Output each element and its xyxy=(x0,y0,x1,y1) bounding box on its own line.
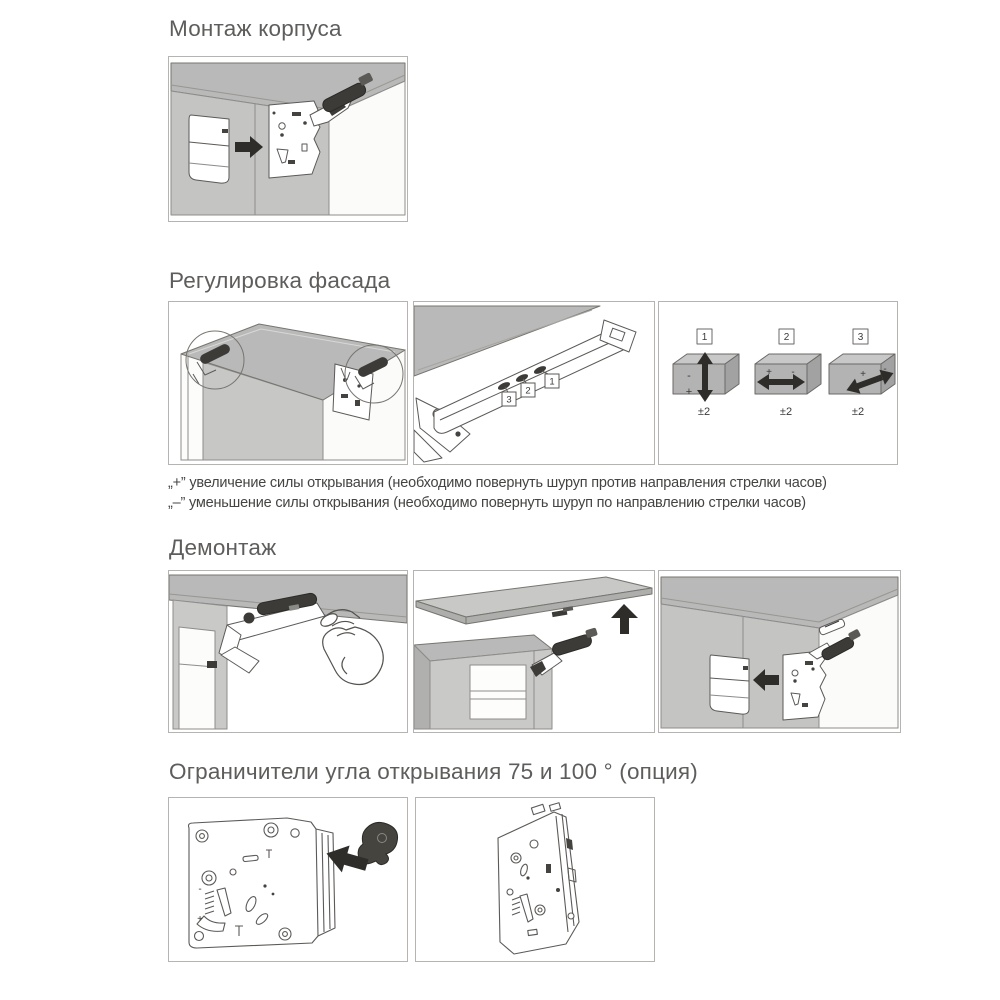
box2-tolerance: ±2 xyxy=(779,406,793,418)
limiter-install-diagram xyxy=(169,798,407,961)
section-title-mounting: Монтаж корпуса xyxy=(169,16,342,41)
dismantling-step3-diagram xyxy=(659,571,900,732)
box3-tolerance: ±2 xyxy=(851,406,865,418)
adjustment-notes xyxy=(168,473,948,513)
box3-plus: + xyxy=(860,369,866,380)
panel-limiter-install xyxy=(168,797,408,962)
note-minus: „–” уменьшение силы открывания (необходимо повернуть шуруп по направлению стрелки часов) xyxy=(168,495,806,511)
adjustment-box-1 xyxy=(673,329,739,418)
dismantling-step1-diagram xyxy=(169,571,407,732)
adjustment-callouts-diagram xyxy=(414,302,654,464)
hand xyxy=(319,610,384,685)
panel-dismantling-step3 xyxy=(658,570,901,733)
callout-3: 3 xyxy=(506,394,512,406)
box1-badge: 1 xyxy=(701,332,708,343)
cover-cap xyxy=(710,655,749,714)
dismantling-step2-diagram xyxy=(414,571,654,732)
box1-minus: - xyxy=(687,370,691,382)
box2-minus: - xyxy=(791,367,795,378)
box1-tolerance: ±2 xyxy=(697,406,711,418)
mount-plate-3q xyxy=(498,803,579,954)
panel-adjustment-directions xyxy=(658,301,898,465)
arrow-up-icon xyxy=(611,604,638,634)
box2-badge: 2 xyxy=(783,332,790,343)
cover-cap xyxy=(189,115,229,183)
plate-plus-sign: + xyxy=(197,914,203,925)
cabinet xyxy=(414,635,552,729)
limiter-installed-diagram xyxy=(416,798,654,961)
callout-1: 1 xyxy=(549,376,555,388)
panel-adjustment-callouts xyxy=(413,301,655,465)
mount-plate xyxy=(269,101,320,178)
box3-badge: 3 xyxy=(857,332,864,343)
box1-plus: + xyxy=(685,386,693,398)
panel-limiter-installed xyxy=(415,797,655,962)
panel-mounting-diagram xyxy=(168,56,408,222)
adjustment-box-2 xyxy=(755,329,821,418)
panel-dismantling-step2 xyxy=(413,570,655,733)
box3-minus: - xyxy=(883,364,887,375)
mounting-diagram xyxy=(169,57,407,221)
section-title-adjustment: Регулировка фасада xyxy=(169,268,391,293)
panel-adjustment-overview xyxy=(168,301,408,465)
adjustment-box-3 xyxy=(829,329,896,418)
box2-plus: + xyxy=(766,367,772,378)
plate-minus-sign: - xyxy=(198,884,202,895)
section-title-limiters: Ограничители угла открывания 75 и 100 ° (опция) xyxy=(169,759,698,784)
mount-plate-front xyxy=(189,818,336,948)
note-plus: „+” увеличение силы открывания (необходимо повернуть шуруп против направления стрелки часов) xyxy=(168,475,827,491)
adjustment-overview-diagram xyxy=(169,302,407,464)
panel-dismantling-step1 xyxy=(168,570,408,733)
adjustment-directions-diagram xyxy=(659,302,897,464)
callout-2: 2 xyxy=(525,385,531,397)
mount-plate xyxy=(783,651,826,720)
section-title-dismantling: Демонтаж xyxy=(169,535,277,560)
